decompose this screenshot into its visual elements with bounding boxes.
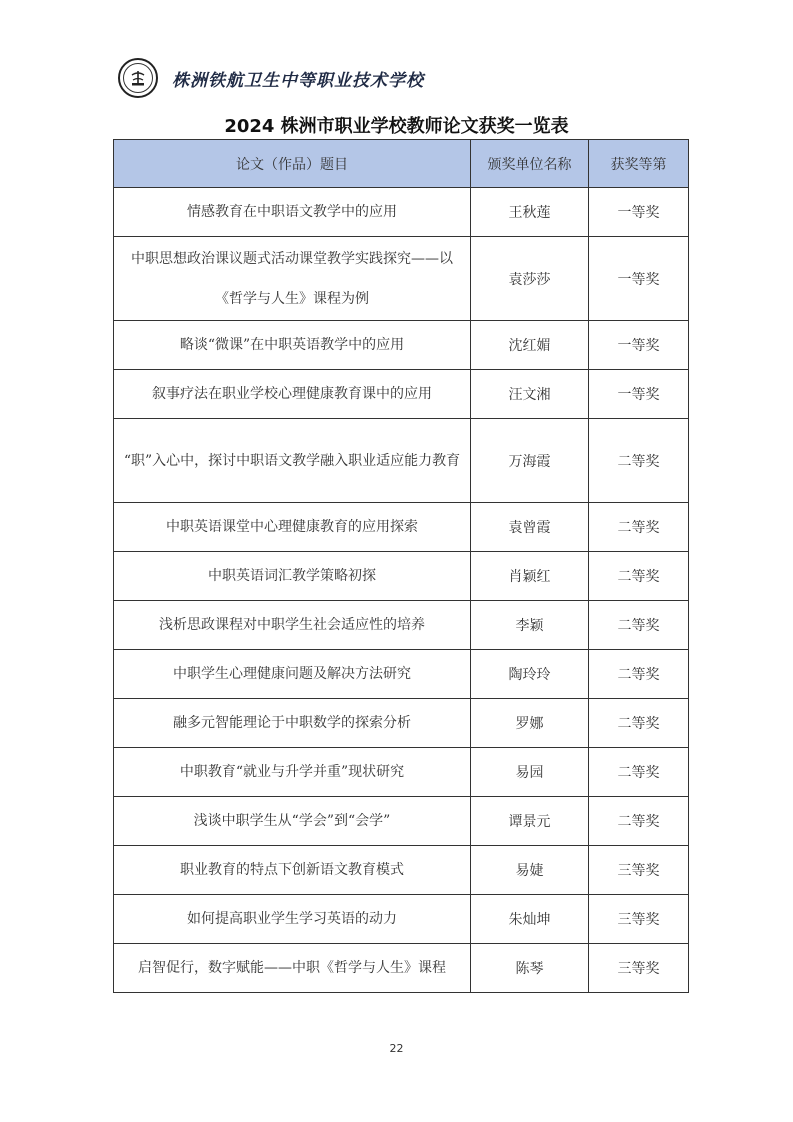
- cell-prize: 二等奖: [589, 601, 689, 650]
- table-row: [114, 748, 689, 797]
- header-name: 颁奖单位名称: [471, 140, 589, 188]
- table-row: [114, 419, 689, 503]
- cell-prize: 二等奖: [589, 699, 689, 748]
- cell-name: 肖颖红: [471, 552, 589, 601]
- cell-title: 如何提高职业学生学习英语的动力: [114, 895, 471, 944]
- cell-prize: 三等奖: [589, 846, 689, 895]
- cell-name: 袁莎莎: [471, 237, 589, 321]
- cell-name: 陈琴: [471, 944, 589, 993]
- table-row: [114, 797, 689, 846]
- table-row: [114, 552, 689, 601]
- cell-prize: 二等奖: [589, 419, 689, 503]
- cell-title: 情感教育在中职语文教学中的应用: [114, 188, 471, 237]
- cell-name: 朱灿坤: [471, 895, 589, 944]
- cell-title: 浅析思政课程对中职学生社会适应性的培养: [114, 601, 471, 650]
- document-title: 2024 株洲市职业学校教师论文获奖一览表: [224, 116, 569, 137]
- award-table: [113, 139, 689, 993]
- table-row: [114, 846, 689, 895]
- table-header-row: [114, 140, 689, 188]
- document-header: [118, 56, 424, 100]
- table-row: [114, 321, 689, 370]
- cell-title: 职业教育的特点下创新语文教育模式: [114, 846, 471, 895]
- cell-prize: 二等奖: [589, 748, 689, 797]
- cell-prize: 二等奖: [589, 797, 689, 846]
- cell-prize: 二等奖: [589, 503, 689, 552]
- cell-title: “职”入心中，探讨中职语文教学融入职业适应能力教育: [114, 419, 471, 503]
- cell-name: 易婕: [471, 846, 589, 895]
- cell-title: 中职思想政治课议题式活动课堂教学实践探究——以《哲学与人生》课程为例: [114, 237, 471, 321]
- cell-title: 中职学生心理健康问题及解决方法研究: [114, 650, 471, 699]
- cell-prize: 一等奖: [589, 370, 689, 419]
- page-number: 22: [389, 1042, 404, 1055]
- header-title: 论文（作品）题目: [114, 140, 471, 188]
- cell-prize: 一等奖: [589, 237, 689, 321]
- table-row: [114, 503, 689, 552]
- cell-name: 汪文湘: [471, 370, 589, 419]
- cell-name: 万海霞: [471, 419, 589, 503]
- cell-name: 易园: [471, 748, 589, 797]
- cell-title: 叙事疗法在职业学校心理健康教育课中的应用: [114, 370, 471, 419]
- cell-prize: 一等奖: [589, 188, 689, 237]
- cell-title: 融多元智能理论于中职数学的探索分析: [114, 699, 471, 748]
- header-prize: 获奖等第: [589, 140, 689, 188]
- cell-title: 中职教育“就业与升学并重”现状研究: [114, 748, 471, 797]
- cell-name: 沈红媚: [471, 321, 589, 370]
- cell-name: 罗娜: [471, 699, 589, 748]
- cell-title: 中职英语词汇教学策略初探: [114, 552, 471, 601]
- table-row: [114, 601, 689, 650]
- table-row: [114, 650, 689, 699]
- cell-title: 启智促行，数字赋能——中职《哲学与人生》课程: [114, 944, 471, 993]
- cell-name: 王秋莲: [471, 188, 589, 237]
- table-row: [114, 944, 689, 993]
- cell-prize: 一等奖: [589, 321, 689, 370]
- cell-prize: 三等奖: [589, 944, 689, 993]
- cell-prize: 二等奖: [589, 650, 689, 699]
- cell-prize: 三等奖: [589, 895, 689, 944]
- school-emblem-icon: [118, 58, 158, 98]
- table-row: [114, 699, 689, 748]
- cell-title: 略谈“微课”在中职英语教学中的应用: [114, 321, 471, 370]
- cell-name: 陶玲玲: [471, 650, 589, 699]
- cell-prize: 二等奖: [589, 552, 689, 601]
- cell-name: 李颖: [471, 601, 589, 650]
- table-row: [114, 188, 689, 237]
- cell-name: 谭景元: [471, 797, 589, 846]
- table-row: [114, 895, 689, 944]
- cell-name: 袁曾霞: [471, 503, 589, 552]
- table-row: [114, 370, 689, 419]
- table-row: [114, 237, 689, 321]
- cell-title: 中职英语课堂中心理健康教育的应用探索: [114, 503, 471, 552]
- school-name: 株洲铁航卫生中等职业技术学校: [172, 70, 424, 91]
- cell-title: 浅谈中职学生从“学会”到“会学”: [114, 797, 471, 846]
